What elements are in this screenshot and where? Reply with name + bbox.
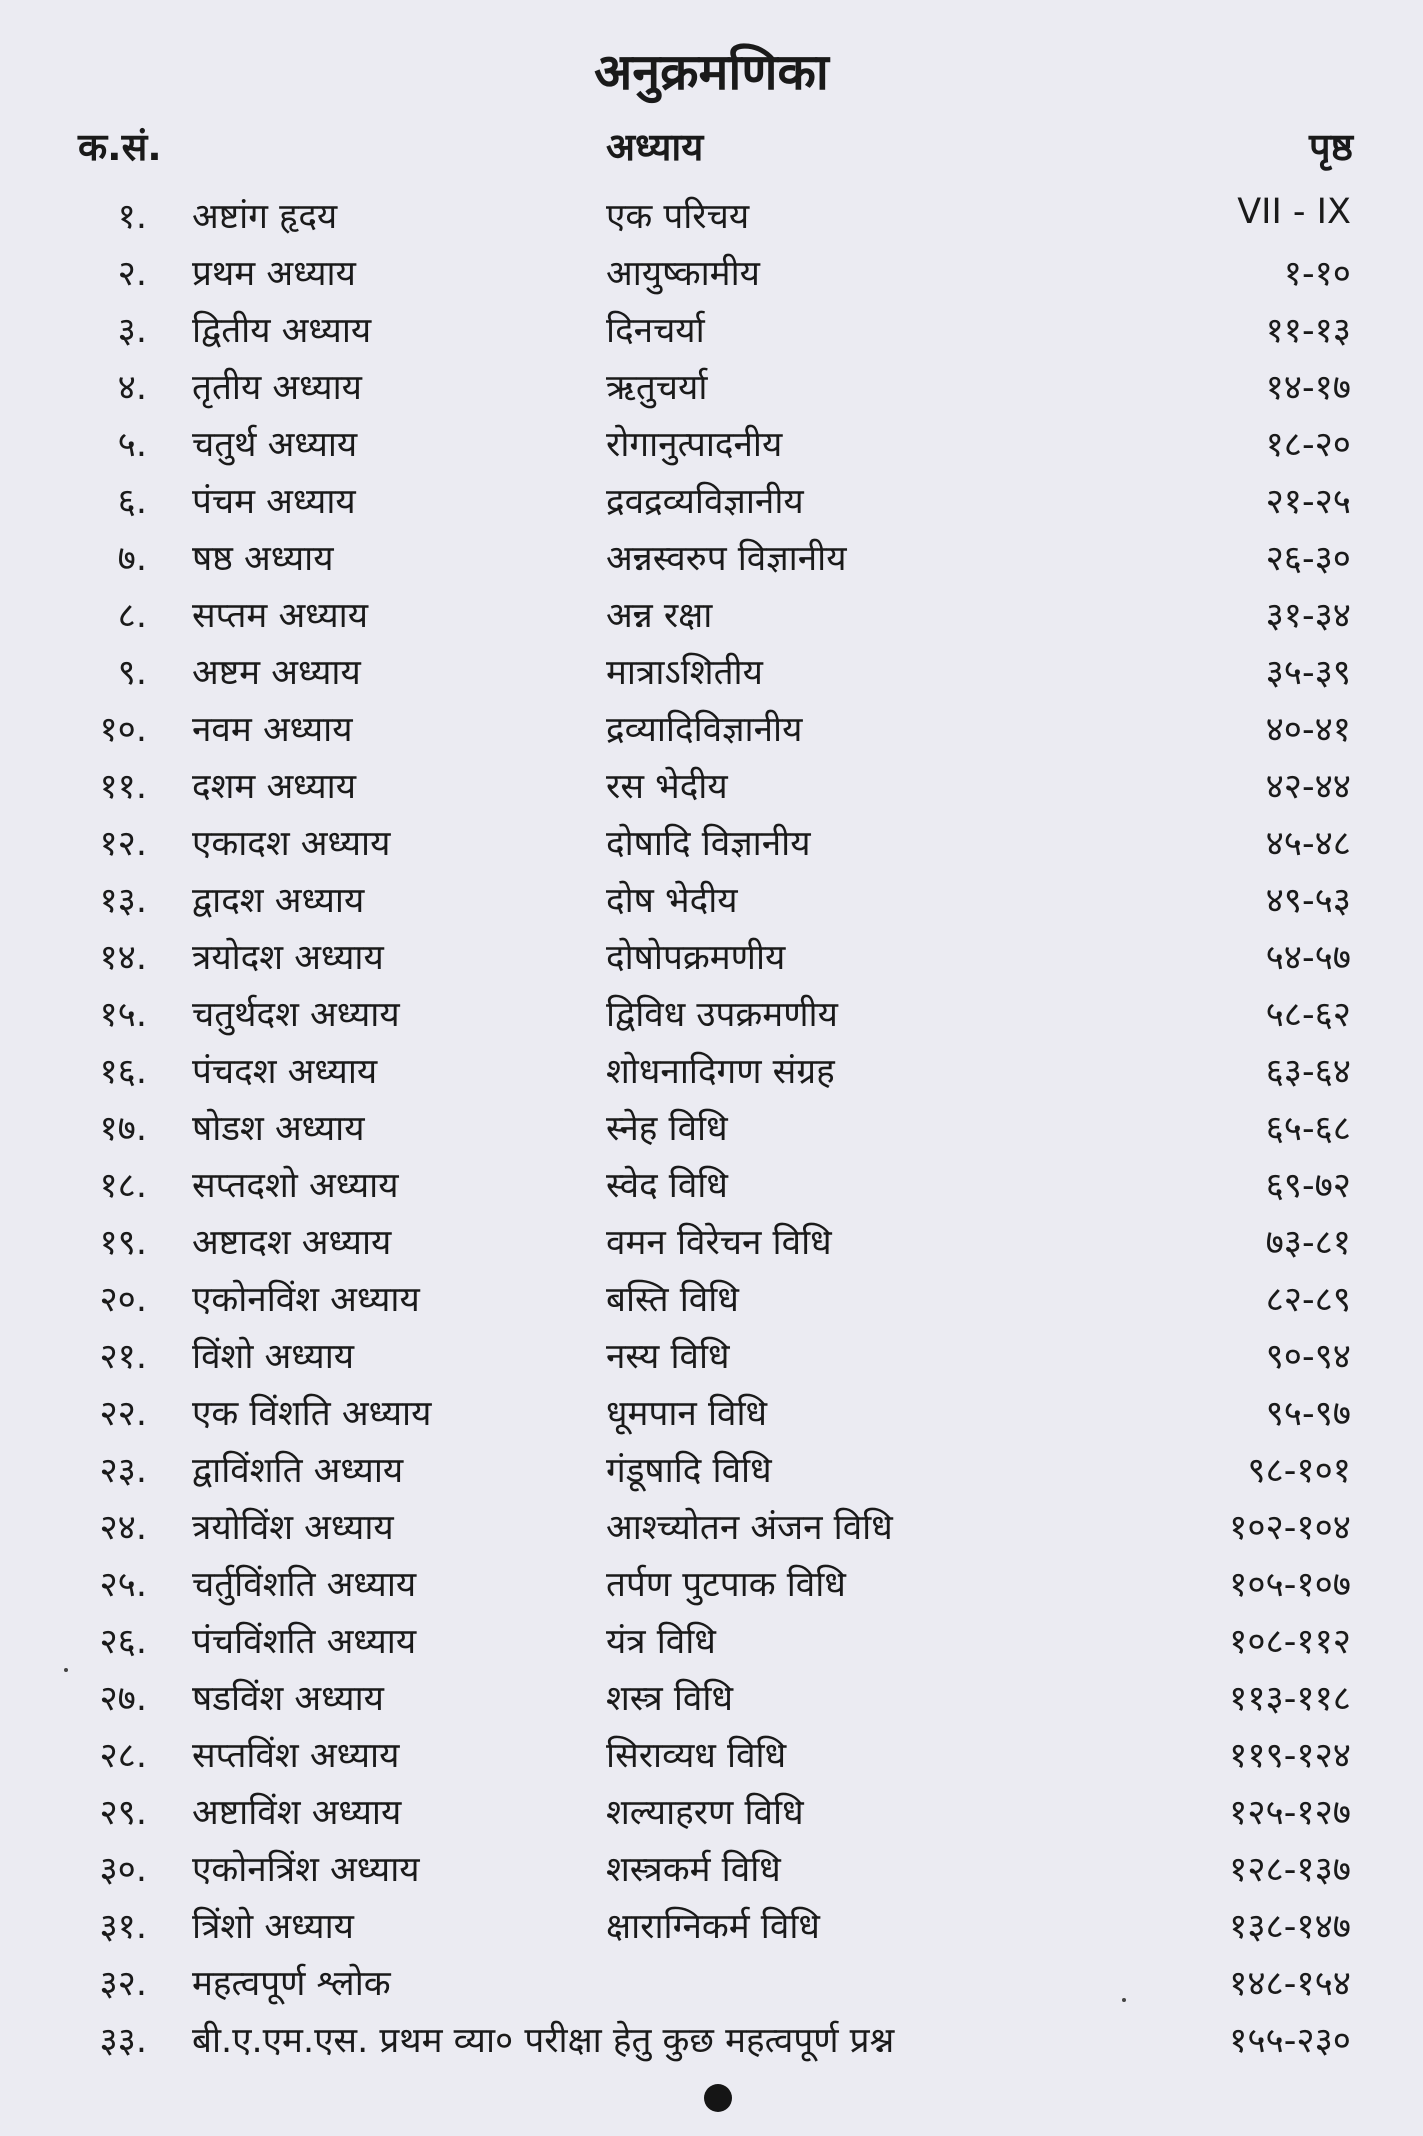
row-chapter-name: चतुर्थदश अध्याय <box>192 995 400 1035</box>
table-row <box>0 1326 1423 1383</box>
row-serial-number: ३०. <box>99 1850 147 1890</box>
page-title: अनुक्रमणिका <box>594 43 829 101</box>
table-row <box>0 1098 1423 1155</box>
row-chapter-topic: रस भेदीय <box>606 767 728 807</box>
row-chapter-name: त्रयोविंश अध्याय <box>192 1508 394 1548</box>
row-chapter-topic: अन्न रक्षा <box>606 596 713 636</box>
row-page-range: १०२-१०४ <box>1229 1508 1351 1548</box>
table-row <box>0 1269 1423 1326</box>
row-page-range: ४९-५३ <box>1265 881 1351 921</box>
row-serial-number: ५. <box>117 425 147 465</box>
row-chapter-topic: एक परिचय <box>606 197 750 237</box>
row-serial-number: १२. <box>99 824 147 864</box>
row-page-range: ६५-६८ <box>1265 1109 1351 1149</box>
table-row <box>0 300 1423 357</box>
row-serial-number: ७. <box>117 539 147 579</box>
row-page-range: १५५-२३० <box>1229 2021 1351 2061</box>
row-serial-number: २६. <box>99 1622 147 1662</box>
row-serial-number: २२. <box>99 1394 147 1434</box>
header-chapter: अध्याय <box>606 125 704 169</box>
row-serial-number: २५. <box>99 1565 147 1605</box>
table-row <box>0 357 1423 414</box>
header-page: पृष्ठ <box>1309 125 1353 169</box>
row-serial-number: ४. <box>117 368 147 408</box>
row-page-range: २१-२५ <box>1265 482 1351 522</box>
row-page-range: ७३-८१ <box>1265 1223 1351 1263</box>
row-page-range: ३१-३४ <box>1265 596 1351 636</box>
row-chapter-topic: शोधनादिगण संग्रह <box>606 1052 835 1092</box>
row-serial-number: २९. <box>99 1793 147 1833</box>
row-chapter-topic: शल्याहरण विधि <box>606 1793 804 1833</box>
table-header <box>0 120 1423 172</box>
row-page-range: ८२-८९ <box>1265 1280 1351 1320</box>
row-chapter-topic: दोषोपक्रमणीय <box>606 938 786 978</box>
row-serial-number: ३. <box>117 311 147 351</box>
table-row <box>0 1497 1423 1554</box>
row-serial-number: ९. <box>117 653 147 693</box>
table-row <box>0 186 1423 243</box>
row-page-range: ३५-३९ <box>1265 653 1351 693</box>
row-serial-number: १९. <box>99 1223 147 1263</box>
row-chapter-name: नवम अध्याय <box>192 710 353 750</box>
row-chapter-topic: स्नेह विधि <box>606 1109 728 1149</box>
row-page-range: ९८-१०१ <box>1247 1451 1351 1491</box>
row-serial-number: २०. <box>99 1280 147 1320</box>
table-row <box>0 813 1423 870</box>
row-page-range: ११९-१२४ <box>1229 1736 1351 1776</box>
row-chapter-name: द्वादश अध्याय <box>192 881 365 921</box>
row-serial-number: १७. <box>99 1109 147 1149</box>
row-chapter-topic: शस्त्रकर्म विधि <box>606 1850 781 1890</box>
row-serial-number: ३२. <box>99 1964 147 2004</box>
row-chapter-topic: द्रवद्रव्यविज्ञानीय <box>606 482 804 522</box>
row-page-range: ४५-४८ <box>1265 824 1351 864</box>
row-chapter-name: पंचम अध्याय <box>192 482 356 522</box>
row-chapter-name: अष्टांग हृदय <box>192 197 338 237</box>
table-row <box>0 1611 1423 1668</box>
row-page-range: १०५-१०७ <box>1229 1565 1351 1605</box>
row-chapter-name: अष्टाविंश अध्याय <box>192 1793 402 1833</box>
row-chapter-topic: आयुष्कामीय <box>606 254 760 294</box>
row-serial-number: २८. <box>99 1736 147 1776</box>
row-chapter-topic: वमन विरेचन विधि <box>606 1223 832 1263</box>
print-speck <box>64 1668 68 1672</box>
table-row <box>0 756 1423 813</box>
row-chapter-name: षडविंश अध्याय <box>192 1679 384 1719</box>
table-row <box>0 1440 1423 1497</box>
table-row <box>0 1554 1423 1611</box>
row-chapter-name: सप्तम अध्याय <box>192 596 369 636</box>
row-chapter-topic: दोषादि विज्ञानीय <box>606 824 811 864</box>
row-chapter-name: बी.ए.एम.एस. प्रथम व्या० परीक्षा हेतु कुछ महत्वपूर्ण प्रश्न <box>192 2021 895 2061</box>
table-row <box>0 1668 1423 1725</box>
row-chapter-name: एकादश अध्याय <box>192 824 391 864</box>
row-chapter-name: द्वाविंशति अध्याय <box>192 1451 404 1491</box>
row-page-range: ५४-५७ <box>1265 938 1351 978</box>
row-serial-number: ३१. <box>99 1907 147 1947</box>
table-row <box>0 642 1423 699</box>
table-row <box>0 1155 1423 1212</box>
row-serial-number: ६. <box>117 482 147 522</box>
table-row <box>0 2010 1423 2067</box>
row-chapter-topic: क्षाराग्निकर्म विधि <box>606 1907 820 1947</box>
row-chapter-name: सप्तविंश अध्याय <box>192 1736 400 1776</box>
row-chapter-name: अष्टम अध्याय <box>192 653 361 693</box>
row-chapter-name: पंचदश अध्याय <box>192 1052 378 1092</box>
row-chapter-topic: धूमपान विधि <box>606 1394 768 1434</box>
row-chapter-name: प्रथम अध्याय <box>192 254 356 294</box>
row-chapter-topic: स्वेद विधि <box>606 1166 728 1206</box>
table-row <box>0 927 1423 984</box>
row-serial-number: २७. <box>99 1679 147 1719</box>
row-serial-number: २३. <box>99 1451 147 1491</box>
row-page-range: ११३-११८ <box>1229 1679 1351 1719</box>
row-chapter-name: अष्टादश अध्याय <box>192 1223 392 1263</box>
table-row <box>0 1383 1423 1440</box>
table-row <box>0 1839 1423 1896</box>
table-row <box>0 984 1423 1041</box>
row-chapter-name: महत्वपूर्ण श्लोक <box>192 1964 391 2004</box>
row-page-range: १८-२० <box>1265 425 1351 465</box>
row-page-range: ५८-६२ <box>1265 995 1351 1035</box>
table-row <box>0 528 1423 585</box>
header-serial-number: क.सं. <box>78 125 162 169</box>
row-serial-number: १६. <box>99 1052 147 1092</box>
row-chapter-name: एकोनत्रिंश अध्याय <box>192 1850 420 1890</box>
row-chapter-topic: दिनचर्या <box>606 311 705 351</box>
row-chapter-name: त्रयोदश अध्याय <box>192 938 384 978</box>
row-chapter-topic: ऋतुचर्या <box>606 368 708 408</box>
row-chapter-name: सप्तदशो अध्याय <box>192 1166 399 1206</box>
row-page-range: १२५-१२७ <box>1229 1793 1351 1833</box>
contents-list <box>0 186 1423 2067</box>
row-serial-number: १. <box>117 197 147 237</box>
row-chapter-name: एकोनविंश अध्याय <box>192 1280 420 1320</box>
row-serial-number: ३३. <box>99 2021 147 2061</box>
row-page-range: ४०-४१ <box>1265 710 1351 750</box>
row-chapter-topic: द्रव्यादिविज्ञानीय <box>606 710 803 750</box>
row-serial-number: ११. <box>99 767 147 807</box>
row-page-range: १४८-१५४ <box>1229 1964 1351 2004</box>
row-chapter-name: चर्तुविंशति अध्याय <box>192 1565 417 1605</box>
row-page-range: ४२-४४ <box>1265 767 1351 807</box>
row-page-range: १४-१७ <box>1265 368 1351 408</box>
row-chapter-name: द्वितीय अध्याय <box>192 311 372 351</box>
table-row <box>0 1953 1423 2010</box>
row-chapter-name: दशम अध्याय <box>192 767 357 807</box>
table-row <box>0 1041 1423 1098</box>
row-chapter-name: पंचविंशति अध्याय <box>192 1622 417 1662</box>
row-page-range: ६९-७२ <box>1265 1166 1351 1206</box>
row-serial-number: १८. <box>99 1166 147 1206</box>
page-bullet <box>704 2084 732 2112</box>
table-row <box>0 1725 1423 1782</box>
row-chapter-topic: यंत्र विधि <box>606 1622 716 1662</box>
row-serial-number: १०. <box>99 710 147 750</box>
row-chapter-topic: बस्ति विधि <box>606 1280 739 1320</box>
row-chapter-topic: आश्च्योतन अंजन विधि <box>606 1508 893 1548</box>
table-row <box>0 1896 1423 1953</box>
row-page-range: १-१० <box>1283 254 1351 294</box>
row-chapter-topic: मात्राऽशितीय <box>606 653 763 693</box>
row-chapter-topic: गंडूषादि विधि <box>606 1451 772 1491</box>
table-row <box>0 1212 1423 1269</box>
row-chapter-name: विंशो अध्याय <box>192 1337 355 1377</box>
row-serial-number: २४. <box>99 1508 147 1548</box>
row-chapter-topic: द्विविध उपक्रमणीय <box>606 995 838 1035</box>
row-page-range: ११-१३ <box>1265 311 1351 351</box>
print-speck <box>1122 1998 1126 2002</box>
row-serial-number: १४. <box>99 938 147 978</box>
row-chapter-topic: दोष भेदीय <box>606 881 738 921</box>
row-chapter-topic: अन्नस्वरुप विज्ञानीय <box>606 539 847 579</box>
row-chapter-name: एक विंशति अध्याय <box>192 1394 432 1434</box>
row-chapter-name: षष्ठ अध्याय <box>192 539 334 579</box>
row-chapter-name: तृतीय अध्याय <box>192 368 362 408</box>
row-chapter-name: त्रिंशो अध्याय <box>192 1907 354 1947</box>
row-chapter-name: चतुर्थ अध्याय <box>192 425 358 465</box>
row-chapter-name: षोडश अध्याय <box>192 1109 365 1149</box>
row-page-range: १०८-११२ <box>1229 1622 1351 1662</box>
table-row <box>0 1782 1423 1839</box>
row-chapter-topic: रोगानुत्पादनीय <box>606 425 783 465</box>
row-serial-number: २. <box>117 254 147 294</box>
row-page-range: ९५-९७ <box>1265 1394 1351 1434</box>
row-chapter-topic: तर्पण पुटपाक विधि <box>606 1565 846 1605</box>
row-page-range: १२८-१३७ <box>1229 1850 1351 1890</box>
row-chapter-topic: शस्त्र विधि <box>606 1679 733 1719</box>
row-page-range: २६-३० <box>1265 539 1351 579</box>
row-page-range: ९०-९४ <box>1265 1337 1351 1377</box>
table-row <box>0 243 1423 300</box>
row-chapter-topic: नस्य विधि <box>606 1337 730 1377</box>
row-serial-number: १५. <box>99 995 147 1035</box>
table-row <box>0 699 1423 756</box>
row-chapter-topic: सिराव्यध विधि <box>606 1736 787 1776</box>
row-page-range: VII - IX <box>1237 192 1351 232</box>
table-row <box>0 414 1423 471</box>
row-serial-number: १३. <box>99 881 147 921</box>
row-serial-number: ८. <box>117 596 147 636</box>
table-row <box>0 471 1423 528</box>
row-serial-number: २१. <box>99 1337 147 1377</box>
table-row <box>0 870 1423 927</box>
row-page-range: १३८-१४७ <box>1229 1907 1351 1947</box>
table-row <box>0 585 1423 642</box>
row-page-range: ६३-६४ <box>1265 1052 1351 1092</box>
